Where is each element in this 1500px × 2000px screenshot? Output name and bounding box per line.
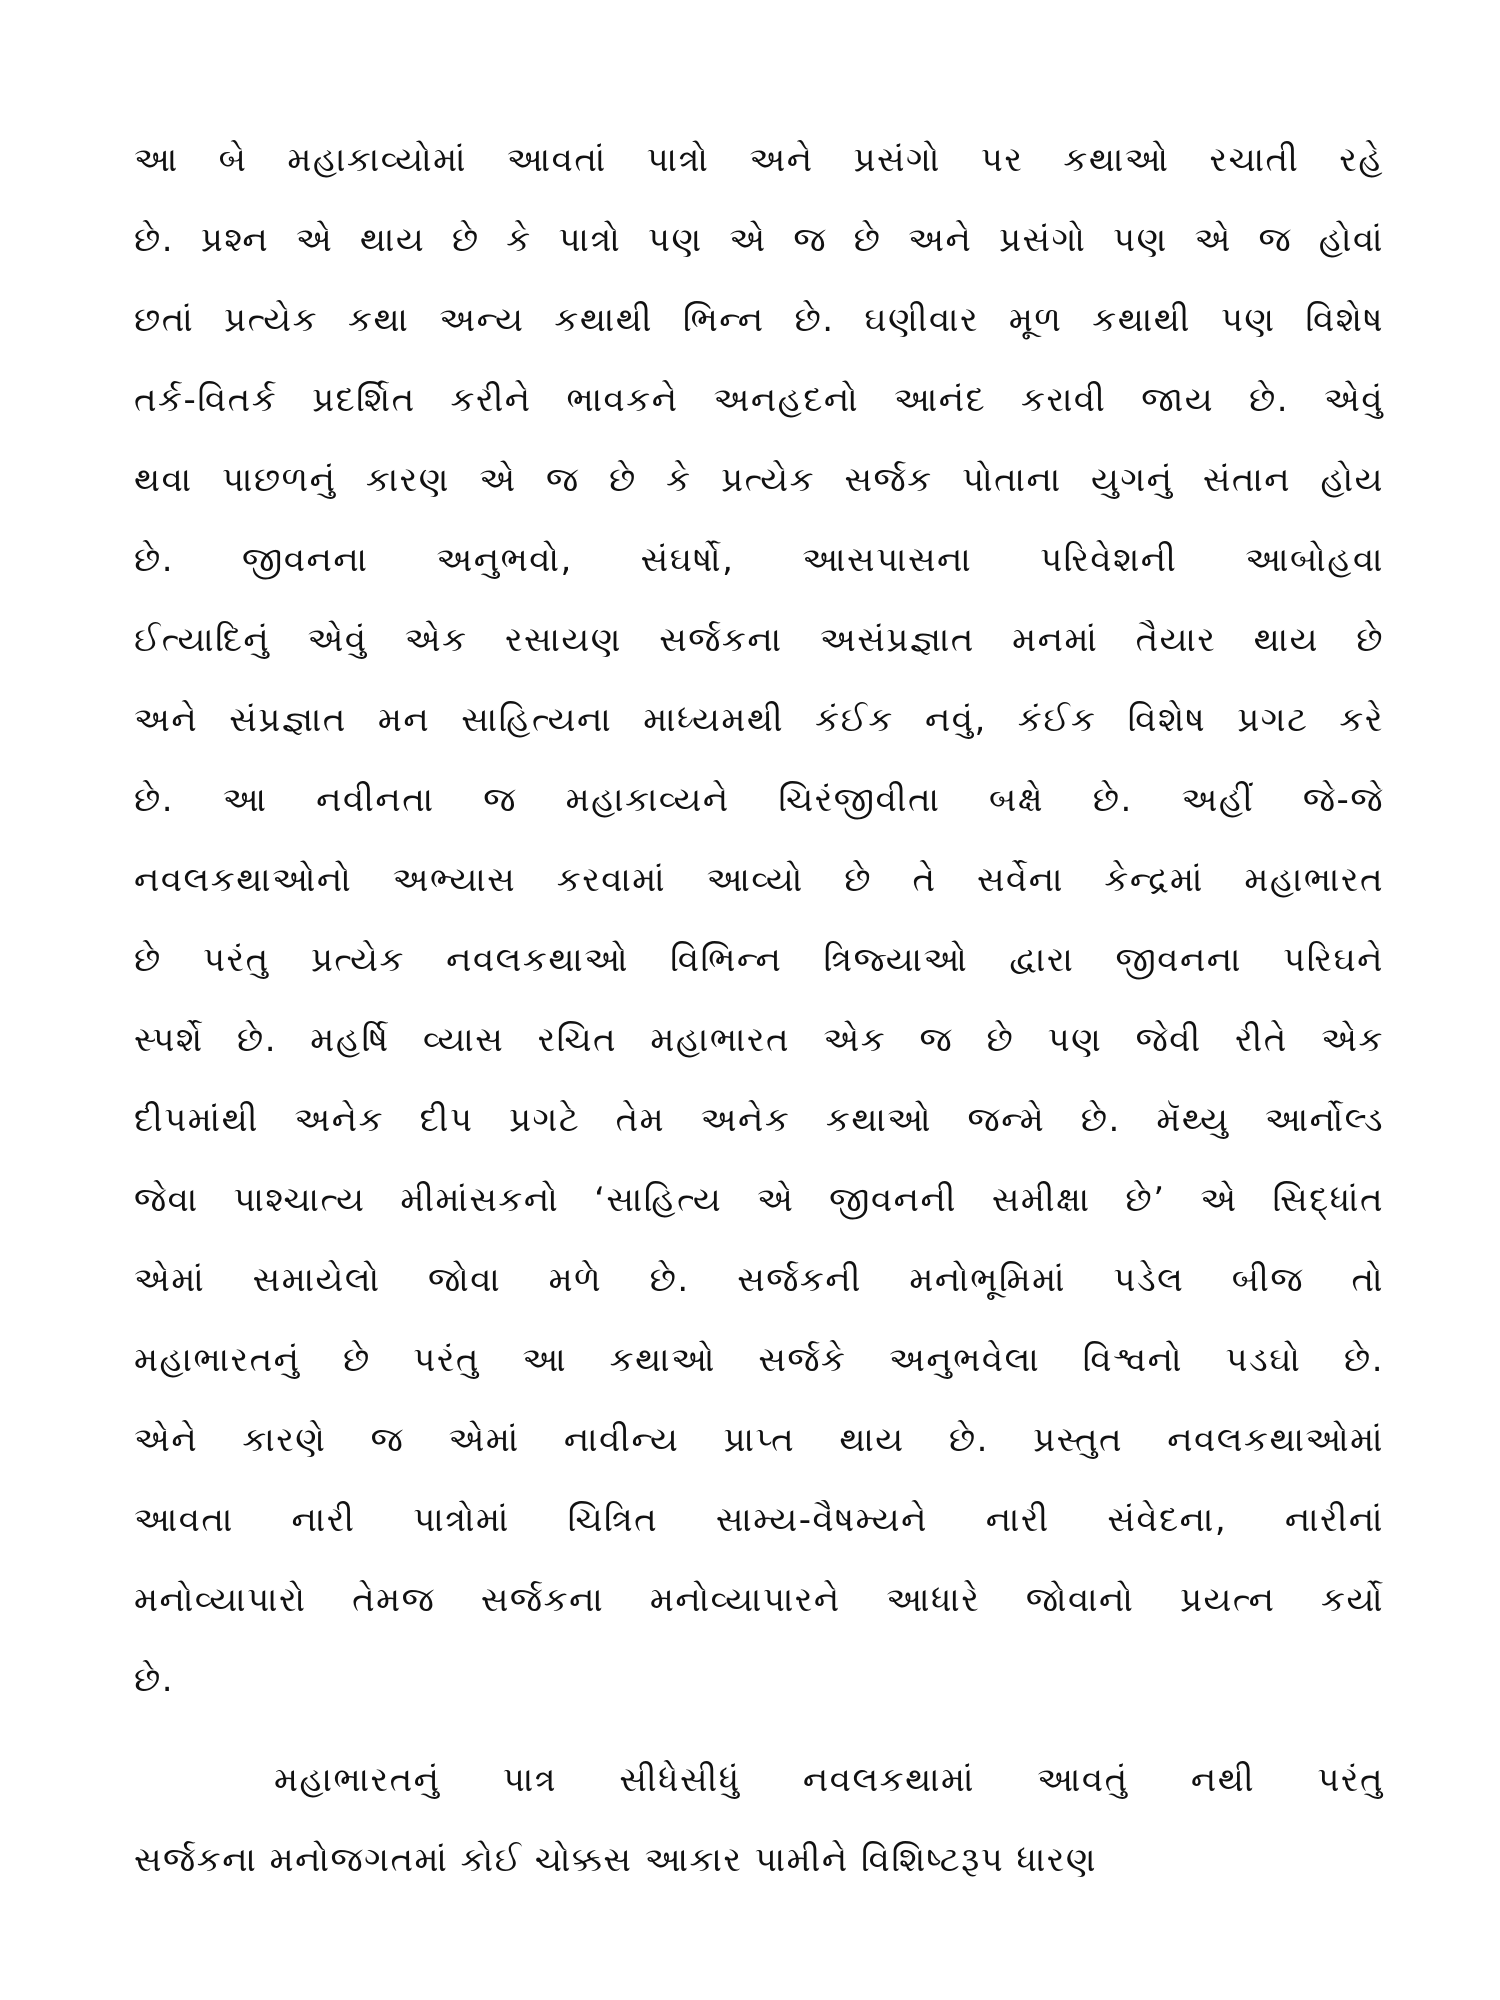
text-line: દીપમાંથી અનેક દીપ પ્રગટે તેમ અનેક કથાઓ જન્મે છે. મૅથ્યુ આર્નોલ્ડ [134, 1100, 1384, 1140]
text-line: જેવા પાશ્ચાત્ય મીમાંસકનો ‘સાહિત્ય એ જીવનની સમીક્ષા છે’ એ સિદ્ધાંત [134, 1180, 1384, 1220]
text-line: છતાં પ્રત્યેક કથા અન્ય કથાથી ભિન્ન છે. ઘણીવાર મૂળ કથાથી પણ વિશેષ [134, 300, 1384, 340]
body-text [134, 120, 1384, 1900]
text-line: છે. [134, 1660, 175, 1700]
paragraph-gap [134, 1720, 1384, 1740]
text-line: છે પરંતુ પ્રત્યેક નવલકથાઓ વિભિન્ન ત્રિજ્યાઓ દ્વારા જીવનના પરિઘને [134, 940, 1384, 980]
text-line: તર્ક-વિતર્ક પ્રદર્શિત કરીને ભાવકને અનહદનો આનંદ કરાવી જાય છે. એવું [134, 380, 1384, 420]
text-line: છે. જીવનના અનુભવો, સંઘર્ષો, આસપાસના પરિવેશની આબોહવા [134, 540, 1384, 580]
paragraph-1 [134, 120, 1384, 1720]
text-line: અને સંપ્રજ્ઞાત મન સાહિત્યના માધ્યમથી કંઈક નવું, કંઈક વિશેષ પ્રગટ કરે [134, 700, 1384, 740]
text-line: છે. આ નવીનતા જ મહાકાવ્યને ચિરંજીવીતા બક્ષે છે. અહીં જે-જે [134, 780, 1384, 820]
text-line: ઈત્યાદિનું એવું એક રસાયણ સર્જકના અસંપ્રજ્ઞાત મનમાં તૈયાર થાય છે [134, 620, 1384, 660]
paragraph-2 [134, 1740, 1384, 1900]
text-line: મહાભારતનું છે પરંતુ આ કથાઓ સર્જકે અનુભવેલા વિશ્વનો પડઘો છે. [134, 1340, 1384, 1380]
text-line: થવા પાછળનું કારણ એ જ છે કે પ્રત્યેક સર્જક પોતાના યુગનું સંતાન હોય [134, 460, 1384, 500]
text-line: એને કારણે જ એમાં નાવીન્ય પ્રાપ્ત થાય છે. પ્રસ્તુત નવલકથાઓમાં [134, 1420, 1384, 1460]
text-line: સ્પર્શે છે. મહર્ષિ વ્યાસ રચિત મહાભારત એક જ છે પણ જેવી રીતે એક [134, 1020, 1384, 1060]
text-line: મહાભારતનું પાત્ર સીધેસીધું નવલકથામાં આવતું નથી પરંતુ [274, 1760, 1384, 1800]
text-line: એમાં સમાયેલો જોવા મળે છે. સર્જકની મનોભૂમિમાં પડેલ બીજ તો [134, 1260, 1384, 1300]
text-line: સર્જકના મનોજગતમાં કોઈ ચોક્કસ આકાર પામીને વિશિષ્ટરૂપ ધારણ [134, 1840, 1097, 1880]
text-line: છે. પ્રશ્ન એ થાય છે કે પાત્રો પણ એ જ છે અને પ્રસંગો પણ એ જ હોવાં [134, 220, 1384, 260]
text-line: આ બે મહાકાવ્યોમાં આવતાં પાત્રો અને પ્રસંગો પર કથાઓ રચાતી રહે [134, 140, 1384, 180]
text-line: નવલકથાઓનો અભ્યાસ કરવામાં આવ્યો છે તે સર્વેના કેન્દ્રમાં મહાભારત [134, 860, 1384, 900]
text-line: મનોવ્યાપારો તેમજ સર્જકના મનોવ્યાપારને આધારે જોવાનો પ્રયત્ન કર્યો [134, 1580, 1384, 1620]
text-line: આવતા નારી પાત્રોમાં ચિત્રિત સામ્ય-વૈષમ્યને નારી સંવેદના, નારીનાં [134, 1500, 1384, 1540]
